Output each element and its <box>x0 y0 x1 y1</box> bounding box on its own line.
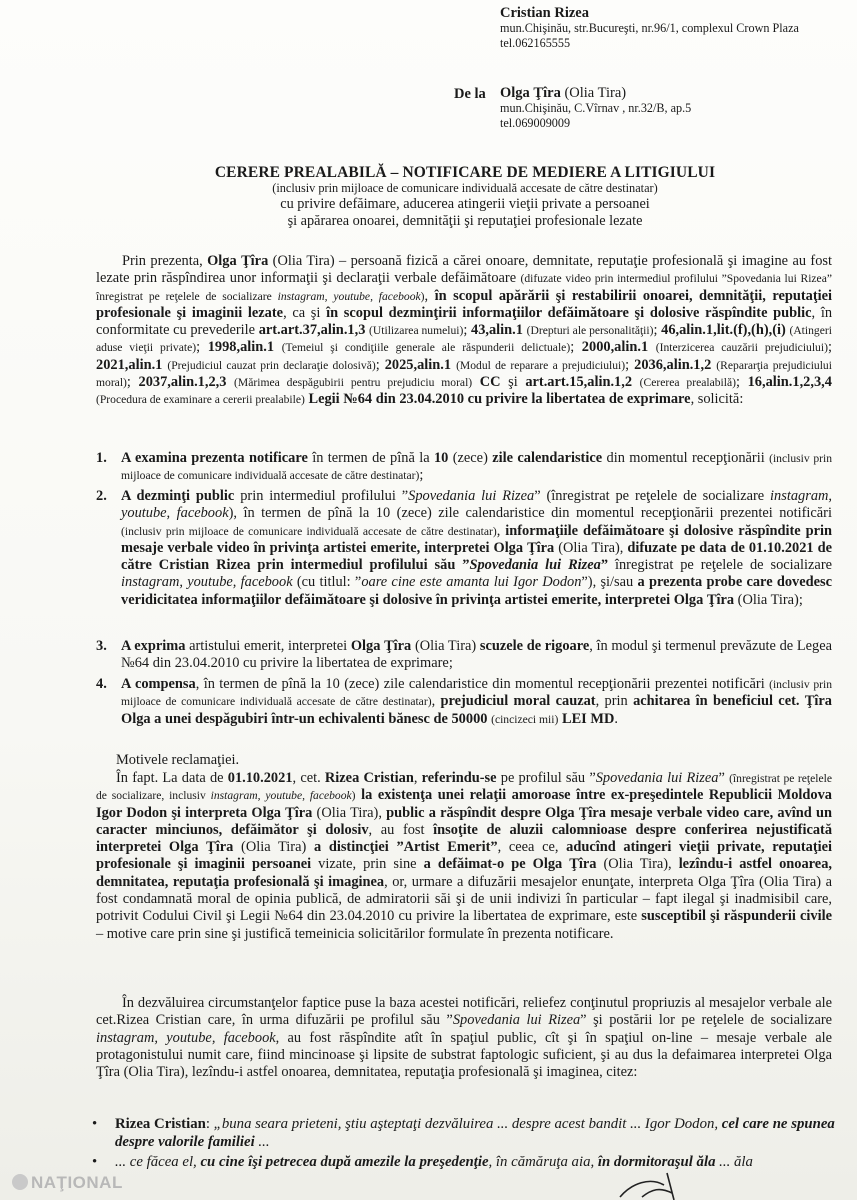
recipient-phone: tel.062165555 <box>500 36 571 50</box>
sender-phone: tel.069009009 <box>500 116 571 130</box>
recipient-block <box>500 6 799 51</box>
intro-paragraph: Prin prezenta, Olga Ţîra (Olia Tira) – persoană fizică a cărei onoare, demnitate, reputaţie profesională şi imagine au fost lezate prin răspîndirea unor informaţii şi declaraţii verbale defăimătoare (difuzate video prin intermediul profilului ”Spovedania lui Rizea” înregistrat pe reţelele de socializare instagram, youtube, facebook), în scopul apărării şi restabilirii onoarei, demnităţii, reputaţiei profesionale şi imaginii lezate, ca şi în scopul dezminţirii informaţiilor defăimătoare şi dolosive răspîndite public, în conformitate cu prevederile art.art.37,alin.1,3 (Utilizarea numelui); 43,alin.1 (Drepturi ale personalităţii); 46,alin.1,lit.(f),(h),(i) (Atingeri aduse vieţii private); 1998,alin.1 (Temeiul şi condiţiile generale ale răspunderii delictuale); 2000,alin.1 (Interzicerea cauzării prejudiciului); 2021,alin.1 (Prejudiciul cauzat prin declaraţie dolosivă); 2025,alin.1 (Modul de reparare a prejudiciului); 2036,alin.1,2 (Repararţia prejudiciului moral); 2037,alin.1,2,3 (Mărimea despăgubirii pentru prejudiciu moral) CC şi art.art.15,alin.1,2 (Cererea prealabilă); 16,alin.1,2,3,4 (Procedura de examinare a cererii prealabile) Legii №64 din 23.04.2010 cu privire la libertatea de exprimare, solicită: <box>96 253 833 408</box>
title-subject <box>90 196 840 230</box>
watermark-mark-icon <box>12 1174 28 1190</box>
watermark-logo <box>12 1173 123 1193</box>
document-title: CERERE PREALABILĂ – NOTIFICARE DE MEDIERE A LITIGIULUI <box>214 164 716 181</box>
motives-heading: Motivele reclamaţiei. <box>116 752 240 768</box>
circumstances-paragraph: În dezvăluirea circumstanţelor faptice puse la baza acestei notificări, reliefez conţinutul propriuzis al mesajelor verbale ale cet.Rizea Cristian care, în urma difuzării pe profilul său ”Spovedania lui Rizea” şi postării lor pe reţelele de socializare instagram, youtube, facebook, au fost răspîndite atît în spaţiul public, cît şi în spaţiul on-line – mesaje verbale ale protagonistului numit care, fiind mincinoase şi lipsite de substrat faptologic suficient, şi au dus la defaimarea interpretei Olga Ţîra (Olia Tira), lezîndu-i astfel onoarea, demnitatea, reputaţia profesională şi imaginea, citez: <box>96 995 833 1081</box>
title-subject-line-2: şi apărarea onoarei, demnităţii şi reputaţiei profesionale lezate <box>287 213 643 229</box>
quote-text: ... ce făcea el, cu cine îşi petrecea după amezile la preşedenţie, în cămăruţa aia, în dormitoraşul ăla ... ăla <box>115 1154 753 1170</box>
request-number: 1. <box>96 450 107 466</box>
sender-name: Olga Ţîra <box>500 85 561 101</box>
title-subject-line-1: cu privire defăimare, aducerea atingerii vieţii private a persoanei <box>280 196 650 212</box>
from-label: De la <box>454 86 486 102</box>
bullet-icon: • <box>92 1154 98 1170</box>
sender-address: mun.Chişinău, C.Vîrnav , nr.32/B, ap.5 <box>500 101 692 115</box>
quote-text: Rizea Cristian: „buna seara prieteni, ştiu aşteptaţi dezvăluirea ... despre acest bandit ... Igor Dodon, cel care ne spunea despre valorile familiei ... <box>115 1116 835 1150</box>
request-text: A compensa, în termen de pînă la 10 (zece) zile calendaristice din momentul recepţionării prezentei notificări (inclusiv prin mijloace de comunicare individuală accesate de către destinatar), prejudiciul moral cauzat, prin achitarea în beneficiul cet. Ţîra Olga a unei despăgubiri într-un echivalenti bănesc de 50000 (cincizeci mii) LEI MD. <box>121 676 832 727</box>
title-subnote: (inclusiv prin mijloace de comunicare individuală accesate de către destinatar) <box>272 181 658 195</box>
motives-paragraph: În fapt. La data de 01.10.2021, cet. Rizea Cristian, referindu-se pe profilul său ”Spovedania lui Rizea” (înregistrat pe reţelele de socializare, inclusiv instagram, youtube, facebook) la existenţa unei relaţii amoroase între ex-preşedintele Republicii Moldova Igor Dodon şi interpreta Olga Ţîra (Olia Tira), public a răspîndit despre Olga Ţîra mesaje verbale video care, avînd un caracter minciunos, defăimător şi dolosiv, au fost însoţite de aluzii calomnioase despre conferirea nejustificată interpretei Olga Ţîra (Olia Tira) a distincţiei ”Artist Emerit”, ceea ce, aducînd atingeri vieţii private, reputaţiei profesionale şi imaginii persoanei vizate, prin sine a defăimat-o pe Olga Ţîra (Olia Tira), lezîndu-i astfel onoarea, demnitatea, reputaţia profesională şi imaginea, or, urmare a difuzării mesajelor enunţate, interpreta Olga Ţîra (Olia Tira) a fost condamnată moral de opinia publică, de admiratorii săi şi de unii indivizi în particular – fapt ilegal şi inadmisibil care, potrivit Codului Civil şi Legii №64 din 23.04.2010 cu privire la libertatea de exprimare, este susceptibil şi răspunderii civile – motive care prin sine şi justifică temeinicia solicitărilor formulate în prezenta notificare. <box>96 770 833 942</box>
signature-scribble-icon <box>612 1163 692 1200</box>
request-text: A dezminţi public prin intermediul profilului ”Spovedania lui Rizea” (înregistrat pe reţelele de socializare instagram, youtube, facebook), în termen de pînă la 10 (zece) zile calendaristice din momentul recepţionării prezentei notificări (inclusiv prin mijloace de comunicare individuală accesate de către destinatar), informaţiile defăimătoare şi dolosive răspîndite prin mesaje verbale video în privinţa artistei emerite, interpretei Olga Ţîra (Olia Tira), difuzate pe data de 01.10.2021 de către Cristian Rizea prin intermediul profilului său ”Spovedania lui Rizea” înregistrat pe reţelele de socializare instagram, youtube, facebook (cu titlul: ”oare cine este amanta lui Igor Dodon”), şi/sau a prezenta probe care dovedesc veridicitatea informaţiilor defăimătoare şi dolosive în privinţa artistei emerite, interpretei Olga Ţîra (Olia Tira); <box>121 488 833 608</box>
watermark-text: NAŢIONAL <box>31 1173 123 1192</box>
recipient-name: Cristian Rizea <box>500 5 589 21</box>
request-text: A examina prezenta notificare în termen de pînă la 10 (zece) zile calendaristice din momentul recepţionării (inclusiv prin mijloace de comunicare individuală accesate de către destinatar); <box>121 450 832 484</box>
request-number: 2. <box>96 488 107 504</box>
bullet-icon: • <box>92 1116 98 1132</box>
request-number: 4. <box>96 676 107 692</box>
request-number: 3. <box>96 638 107 654</box>
sender-block <box>500 86 691 131</box>
request-text: A exprima artistului emerit, interpretei Olga Ţîra (Olia Tira) scuzele de rigoare, în modul şi termenul prevăzute de Legea №64 din 23.04.2010 cu privire la libertatea de exprimare; <box>121 638 832 672</box>
sender-alias: (Olia Tira) <box>564 85 627 101</box>
recipient-address: mun.Chişinău, str.Bucureşti, nr.96/1, complexul Crown Plaza <box>500 21 799 35</box>
